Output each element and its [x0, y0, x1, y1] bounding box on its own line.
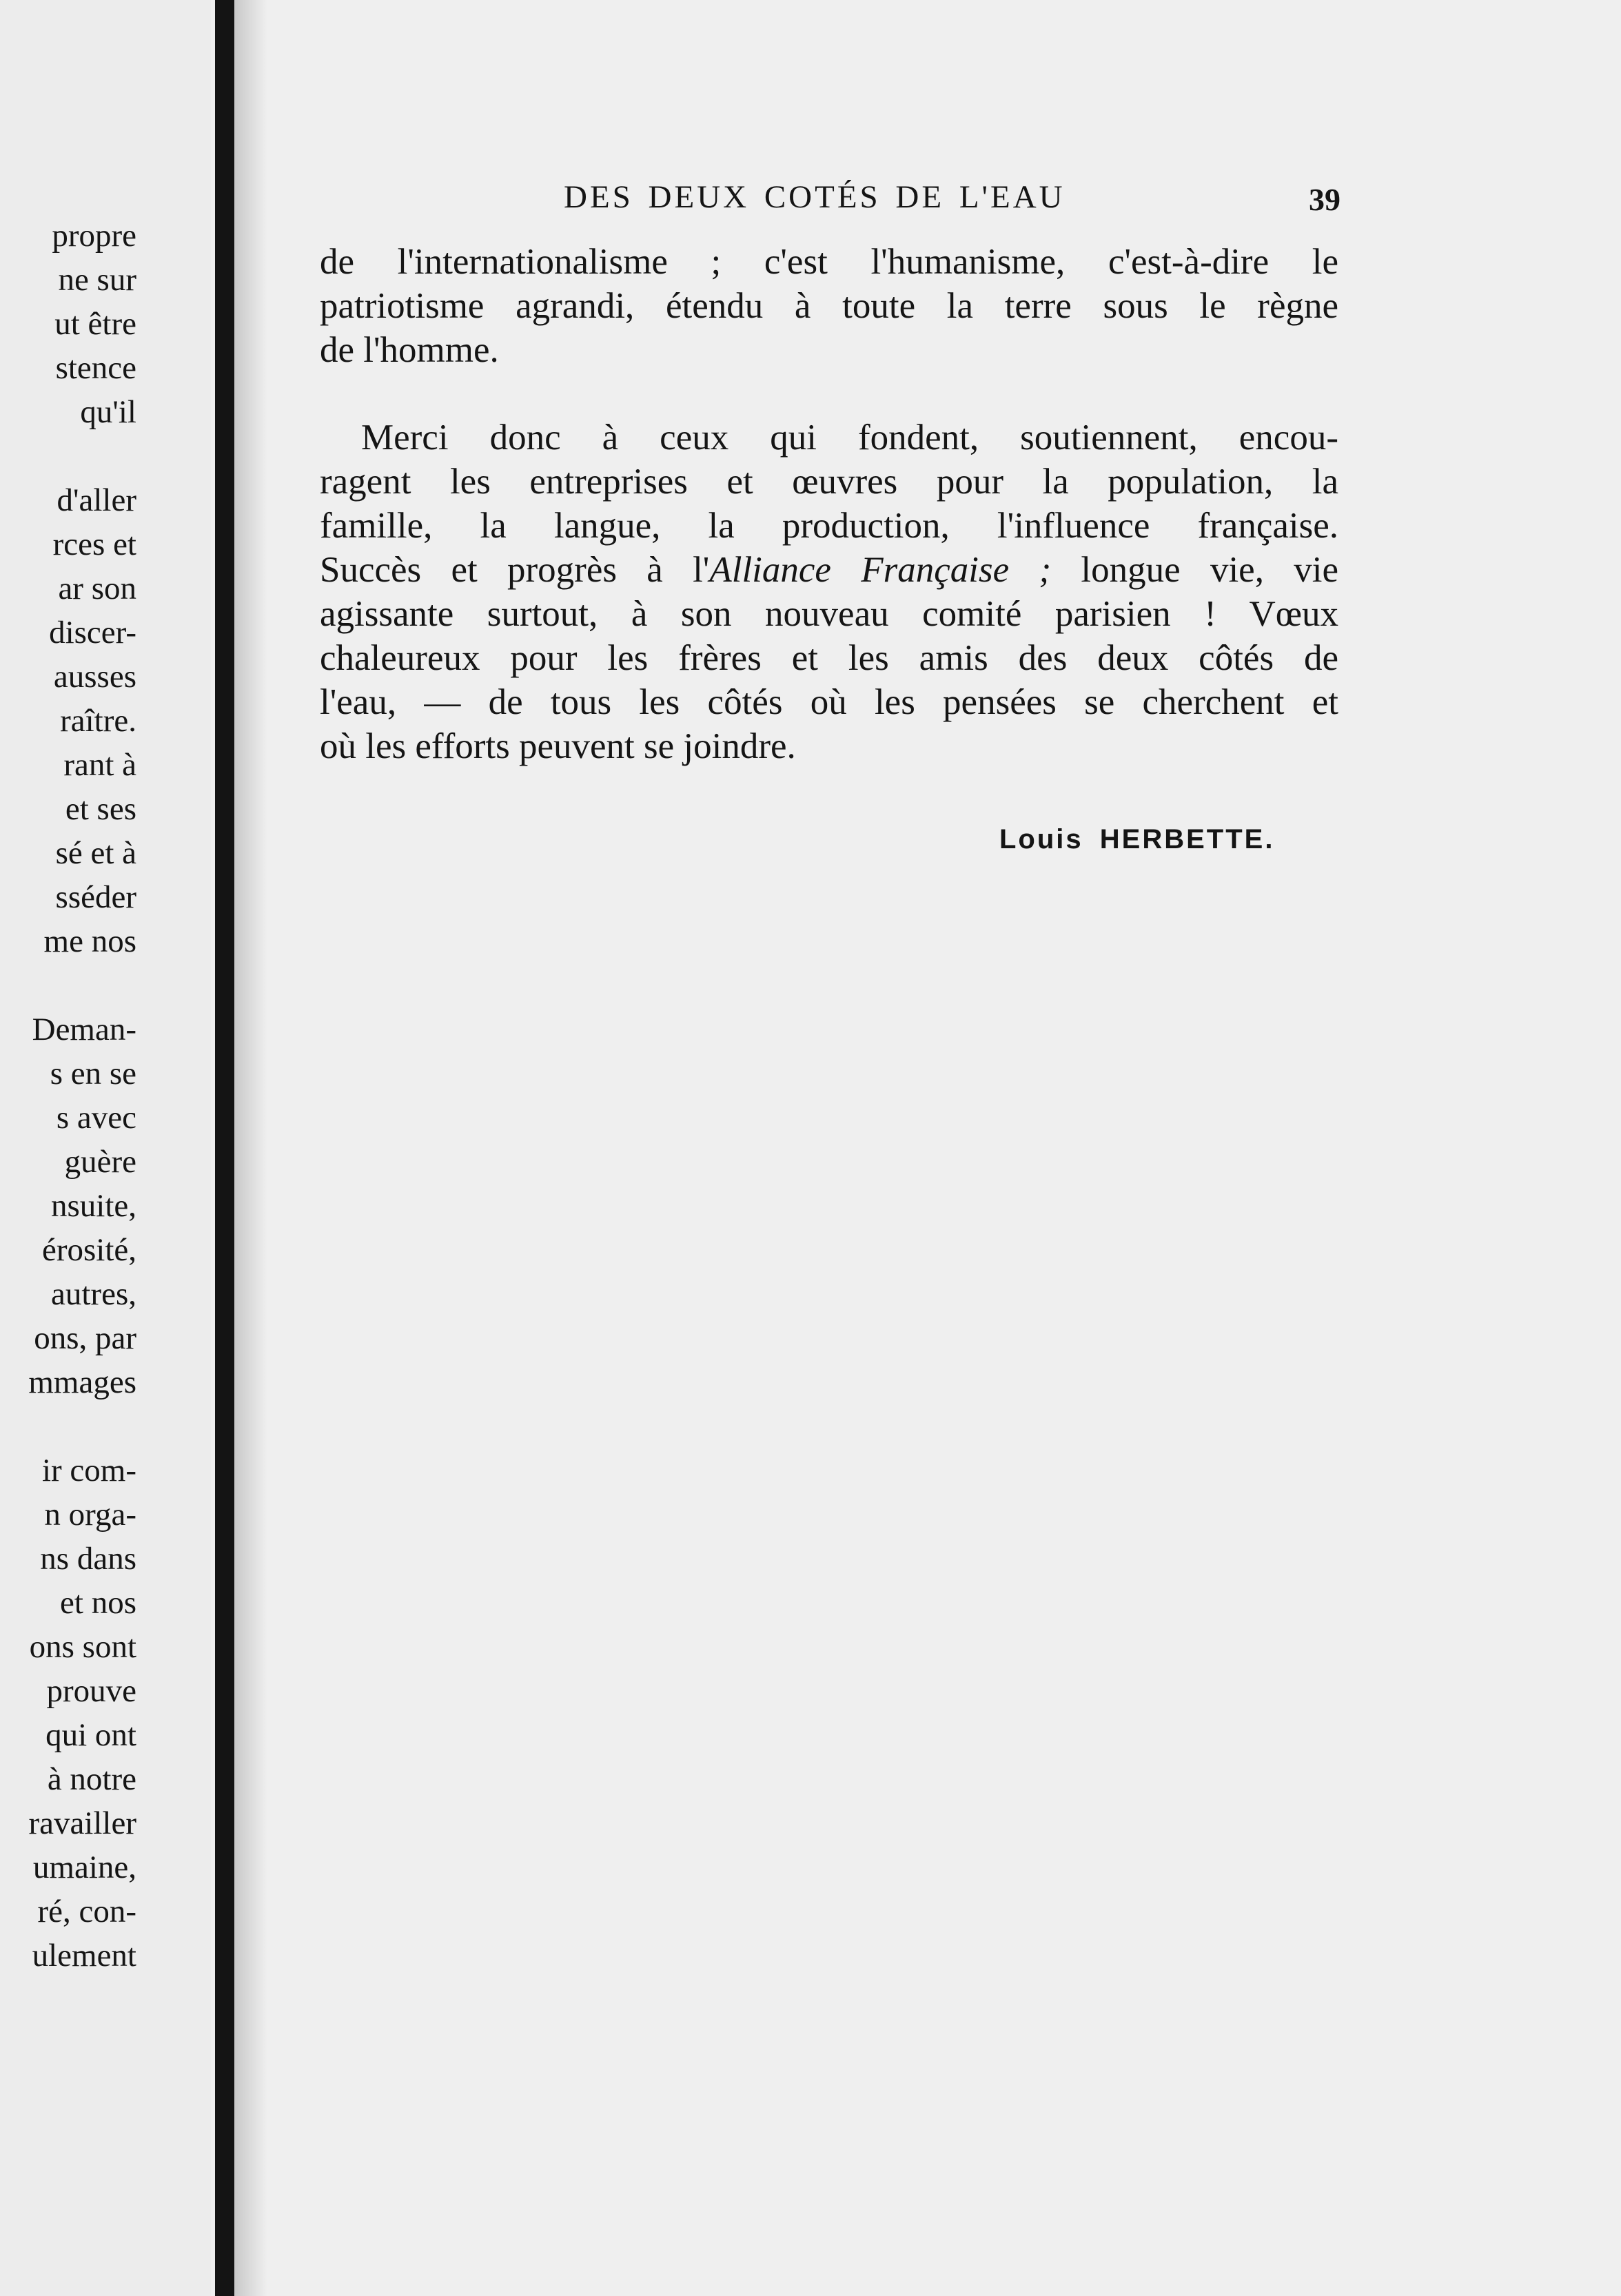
left-page-fragment: érosité, [41, 1232, 136, 1268]
author-signature: Louis HERBETTE. [999, 824, 1275, 854]
left-page-fragment: s avec [56, 1100, 136, 1136]
text-line: famille, la langue, la production, l'influence française. [320, 506, 1338, 546]
left-page-fragment: ns dans [40, 1541, 136, 1577]
running-head: DES DEUX COTÉS DE L'EAU [564, 179, 1066, 215]
left-page-fragment: umaine, [32, 1849, 136, 1885]
left-page-fragment: ons sont [29, 1629, 136, 1665]
left-page-fragment: qu'il [80, 394, 136, 430]
left-page-fragment: autres, [51, 1276, 136, 1312]
paragraph-2 [320, 416, 1338, 768]
left-page-fragment: guère [64, 1144, 136, 1180]
left-page-fragment: ir com- [41, 1453, 136, 1488]
text-line-with-italic [320, 548, 1338, 592]
left-page-fragment: nsuite, [50, 1188, 136, 1224]
left-page-fragment: rant à [63, 747, 136, 783]
left-page-fragment: et nos [60, 1585, 136, 1621]
text-line: de l'internationalisme ; c'est l'humanisme, c'est-à-dire le [320, 242, 1338, 282]
gutter-shadow [234, 0, 267, 2296]
left-page-fragment: à notre [47, 1761, 136, 1797]
text-line: l'eau, — de tous les côtés où les pensées se cherchent et [320, 682, 1338, 722]
left-page-fragment: n orga- [44, 1497, 136, 1533]
left-page-fragment: sséder [55, 879, 136, 915]
left-page-fragment: prouve [46, 1673, 136, 1709]
text-line: agissante surtout, à son nouveau comité parisien ! Vœux [320, 594, 1338, 634]
left-page-fragment: ré, con- [37, 1894, 136, 1929]
left-page-fragment: ut être [54, 306, 136, 342]
left-page-fragment: discer- [49, 615, 136, 650]
left-page-fragment: ne sur [58, 262, 136, 298]
left-page-fragment: rces et [52, 526, 136, 562]
text-line: Merci donc à ceux qui fondent, soutiennent, encou- [361, 418, 1338, 458]
book-gutter [215, 0, 234, 2296]
paragraph-1 [320, 240, 1338, 372]
left-page-fragment: d'aller [57, 482, 136, 518]
left-page-fragment: raître. [60, 703, 136, 739]
left-page-fragment: ravailler [28, 1805, 136, 1841]
text-fragment: longue vie, vie [1051, 550, 1338, 590]
left-page-fragment: propre [52, 218, 136, 254]
page-number: 39 [1309, 182, 1340, 217]
left-page-fragment: mmages [28, 1364, 136, 1400]
text-line: patriotisme agrandi, étendu à toute la terre sous le règne [320, 286, 1338, 326]
left-page-fragment: et ses [65, 791, 136, 827]
left-page-fragment: ulement [32, 1938, 136, 1974]
left-page-fragment: me nos [43, 923, 136, 959]
left-page-fragment: stence [55, 350, 136, 386]
left-page-edge [0, 0, 211, 2296]
left-page-fragment: ons, par [34, 1320, 136, 1356]
left-page-fragment: sé et à [55, 835, 136, 871]
text-line: où les efforts peuvent se joindre. [320, 726, 796, 766]
left-page-fragment: ausses [53, 659, 136, 695]
text-line: ragent les entreprises et œuvres pour la population, la [320, 462, 1338, 502]
left-page-fragment: s en se [50, 1056, 136, 1091]
text-line: chaleureux pour les frères et les amis des deux côtés de [320, 638, 1338, 678]
left-page-fragment: qui ont [45, 1717, 136, 1753]
italic-title-alliance-francaise: Alliance Française ; [709, 550, 1052, 590]
text-fragment: Succès et progrès à l' [320, 550, 710, 590]
left-page-fragment: ar son [58, 571, 136, 606]
text-line: de l'homme. [320, 330, 499, 370]
left-page-fragment: Deman- [32, 1012, 136, 1047]
